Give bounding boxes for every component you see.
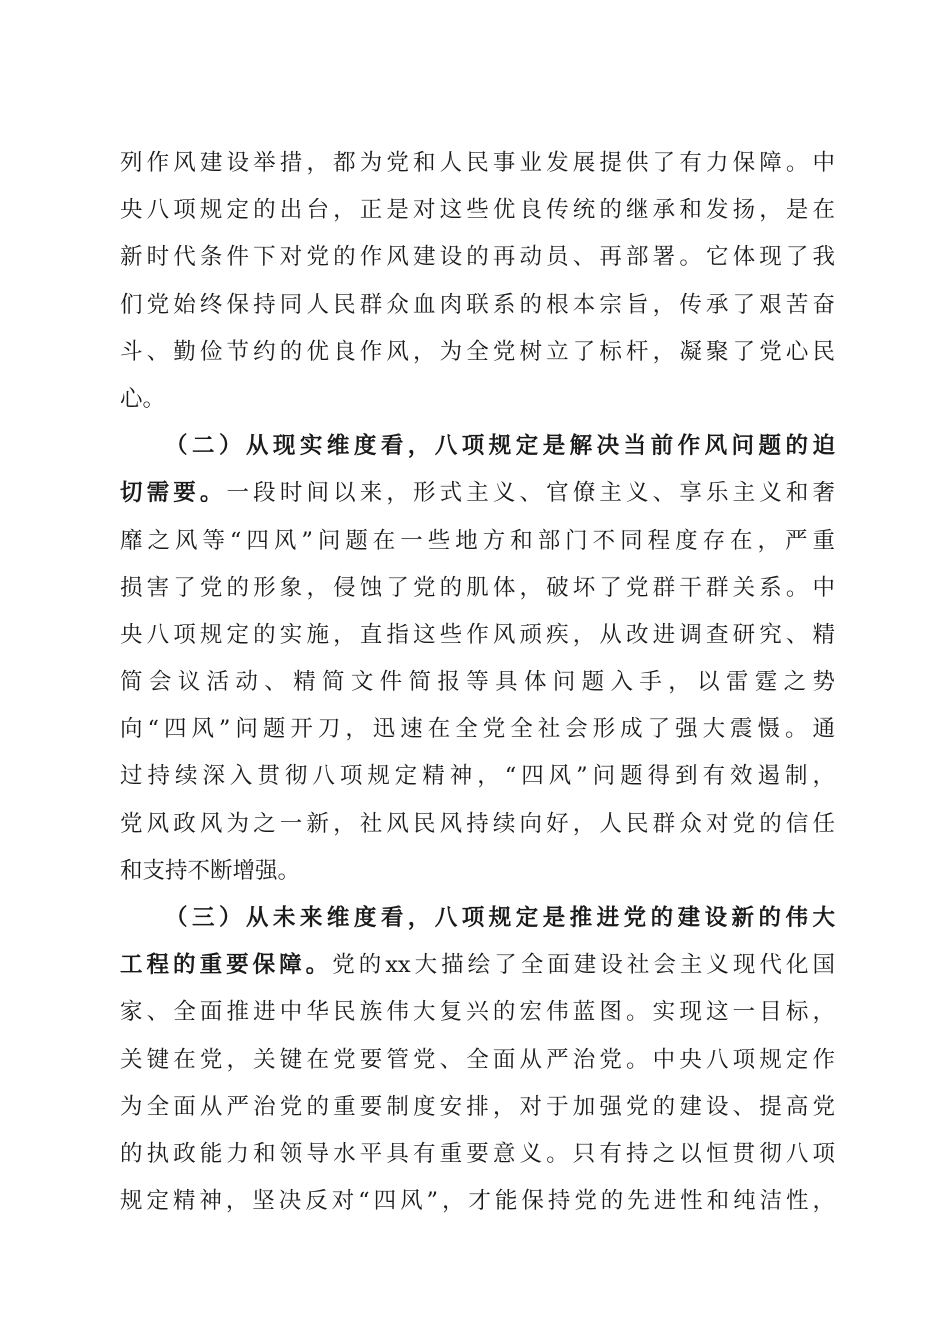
section-heading-continued: 切需要。 bbox=[120, 480, 227, 507]
text-line: 央八项规定的实施，直指这些作风顽疾，从改进调查研究、精 bbox=[120, 621, 835, 648]
text-line: 党风政风为之一新，社风民风持续向好，人民群众对党的信任 bbox=[120, 810, 835, 837]
text-line: 向“四风”问题开刀，迅速在全党全社会形成了强大震慑。通 bbox=[120, 716, 835, 743]
paragraph-3 bbox=[120, 895, 835, 1225]
text-line: 简会议活动、精简文件简报等具体问题入手，以雷霆之势 bbox=[120, 669, 835, 696]
document-body bbox=[120, 140, 835, 1225]
text-line: 央八项规定的出台，正是对这些优良传统的继承和发扬，是在 bbox=[120, 197, 835, 224]
text-line: 为全面从严治党的重要制度安排，对于加强党的建设、提高党 bbox=[120, 1093, 835, 1120]
text-segment: 一段时间以来，形式主义、官僚主义、享乐主义和奢 bbox=[226, 480, 835, 507]
section-heading-continued: 工程的重要保障。 bbox=[120, 952, 333, 979]
section-heading: （三）从未来维度看，八项规定是推进党的建设新的伟大 bbox=[165, 905, 835, 931]
text-line: 损害了党的形象，侵蚀了党的肌体，破坏了党群干群关系。中 bbox=[120, 574, 835, 601]
text-line: 规定精神，坚决反对“四风”，才能保持党的先进性和纯洁性， bbox=[120, 1188, 835, 1215]
text-line: 斗、勤俭节约的优良作风，为全党树立了标杆，凝聚了党心民 bbox=[120, 338, 835, 365]
text-line: 心。 bbox=[120, 385, 166, 412]
section-heading: （二）从现实维度看，八项规定是解决当前作风问题的迫 bbox=[165, 433, 835, 460]
text-line: 们党始终保持同人民群众血肉联系的根本宗旨，传承了艰苦奋 bbox=[120, 291, 835, 318]
text-segment: 党的xx大描绘了全面建设社会主义现代化国 bbox=[332, 952, 835, 979]
paragraph-1 bbox=[120, 140, 835, 423]
text-line: 靡之风等“四风”问题在一些地方和部门不同程度存在，严重 bbox=[120, 527, 835, 554]
text-line: 关键在党，关键在党要管党、全面从严治党。中央八项规定作 bbox=[120, 1046, 835, 1073]
text-line: 列作风建设举措，都为党和人民事业发展提供了有力保障。中 bbox=[120, 150, 835, 176]
text-line: 和支持不断增强。 bbox=[120, 857, 301, 884]
text-line bbox=[120, 470, 835, 517]
paragraph-2 bbox=[120, 423, 835, 895]
text-line: 新时代条件下对党的作风建设的再动员、再部署。它体现了我 bbox=[120, 244, 835, 271]
text-line: 家、全面推进中华民族伟大复兴的宏伟蓝图。实现这一目标， bbox=[120, 999, 835, 1026]
text-line: 的执政能力和领导水平具有重要意义。只有持之以恒贯彻八项 bbox=[120, 1140, 835, 1167]
text-line bbox=[120, 942, 835, 989]
text-line: 过持续深入贯彻八项规定精神，“四风”问题得到有效遏制， bbox=[120, 763, 835, 790]
